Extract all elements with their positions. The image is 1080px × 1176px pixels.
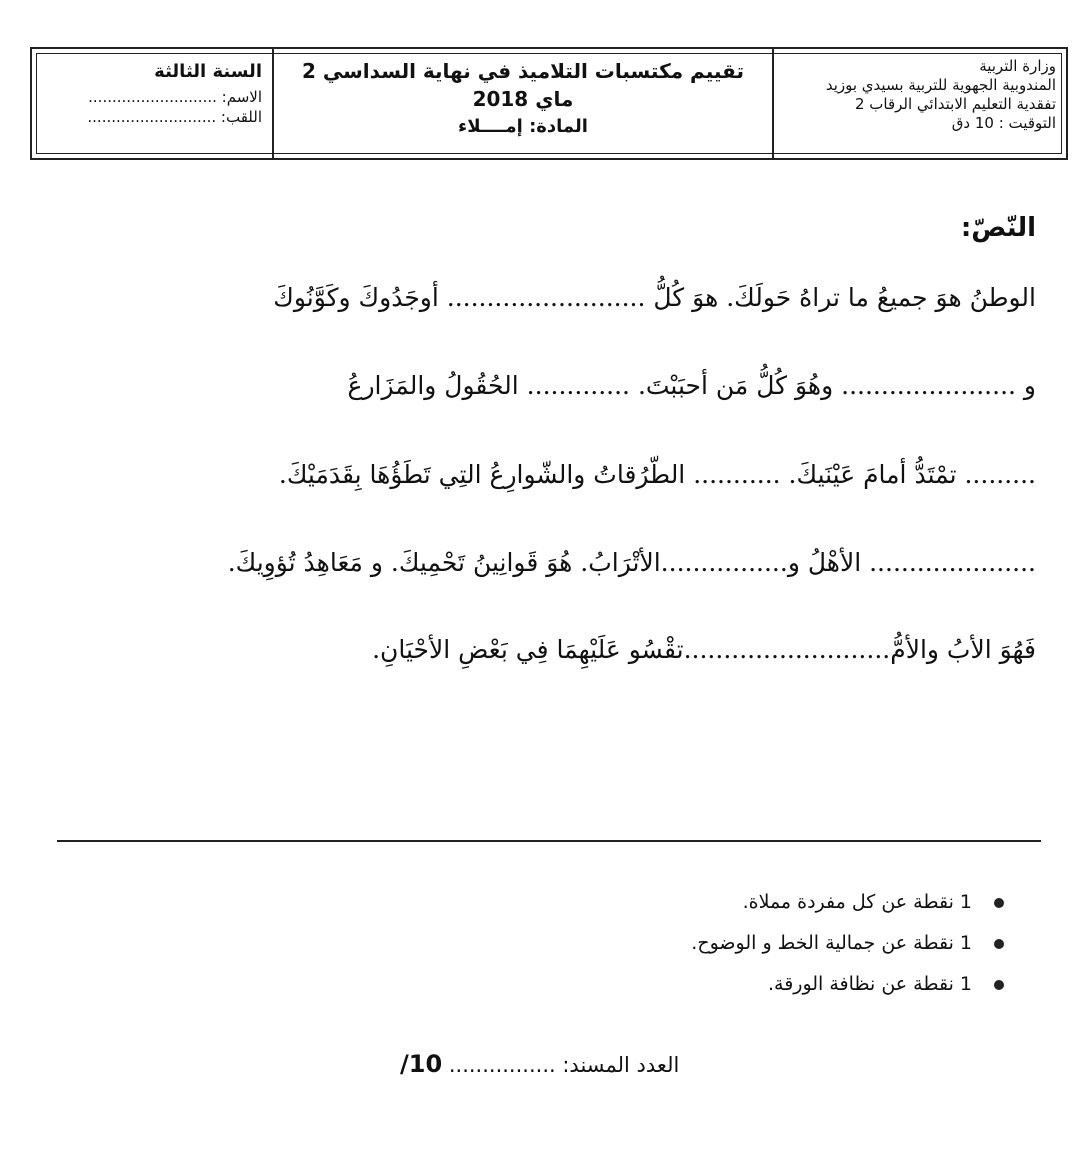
score-line xyxy=(400,1050,679,1078)
header-student-cell xyxy=(32,49,272,158)
name-label: الاسم: xyxy=(221,88,262,106)
exam-date: ماي 2018 xyxy=(472,87,574,111)
text-line-2: و ...................... وهُوَ كُلُّ مَن أحبَبْتَ. ............. الحُقُولُ والمَزَارعُ xyxy=(347,371,1036,400)
text-heading: النّصّ: xyxy=(960,213,1036,243)
surname-field xyxy=(32,107,262,127)
header-institution-cell xyxy=(772,49,1066,158)
text-line-3: ......... تمْتَدُّ أمامَ عَيْنَيكَ. ........... الطّرُقاتُ والشّوارِعُ التِي تَطَؤُهَا بِقَدَمَيْكَ. xyxy=(278,460,1036,489)
bullet-icon xyxy=(994,939,1004,949)
exam-subject: المادة: إمــــلاء xyxy=(458,116,588,137)
name-dots: ........................... xyxy=(88,88,217,106)
regional-office-label: المندوبية الجهوية للتربية بسيدي بوزيد xyxy=(825,76,1056,94)
text-line-1: الوطنُ هوَ جميعُ ما تراهُ حَولَكَ. هوَ كُلُّ ......................... أوجَدُوكَ وكَوَّنُوكَ xyxy=(273,283,1036,312)
ministry-label: وزارة التربية xyxy=(979,57,1056,75)
bullet-icon xyxy=(994,898,1004,908)
criteria-text: 1 نقطة عن جمالية الخط و الوضوح. xyxy=(691,932,972,954)
inspectorate-label: تفقدية التعليم الابتدائي الرقاب 2 xyxy=(854,95,1056,113)
bullet-icon xyxy=(994,980,1004,990)
criteria-item xyxy=(691,923,1004,964)
section-divider xyxy=(57,840,1041,842)
exam-title: تقييم مكتسبات التلاميذ في نهاية السداسي 2 xyxy=(302,59,744,83)
criteria-item xyxy=(691,964,1004,1005)
score-max: 10/ xyxy=(400,1050,443,1078)
grade-label: السنة الثالثة xyxy=(154,61,262,82)
criteria-text: 1 نقطة عن كل مفردة مملاة. xyxy=(742,891,972,913)
criteria-item xyxy=(691,882,1004,923)
exam-header xyxy=(30,47,1068,160)
text-line-5: فَهُوَ الأبُ والأمُّ..........................تقْسُو عَلَيْهِمَا فِي بَعْضِ الأحْيَانِ. xyxy=(372,635,1036,664)
text-line-4: ..................... الأهْلُ و................الأتْرَابُ. هُوَ قَوانِينُ تَحْمِيكَ. و مَعَاهِدُ تُؤوِيكَ. xyxy=(227,548,1036,577)
score-label: العدد المسند: ................ xyxy=(448,1053,680,1077)
surname-dots: ........................... xyxy=(87,108,217,126)
duration-label: التوقيت : 10 دق xyxy=(951,114,1056,132)
header-title-cell xyxy=(272,49,772,158)
criteria-text: 1 نقطة عن نظافة الورقة. xyxy=(767,973,972,995)
name-field xyxy=(32,87,262,107)
grading-criteria-list xyxy=(691,882,1004,1005)
surname-label: اللقب: xyxy=(220,108,262,126)
